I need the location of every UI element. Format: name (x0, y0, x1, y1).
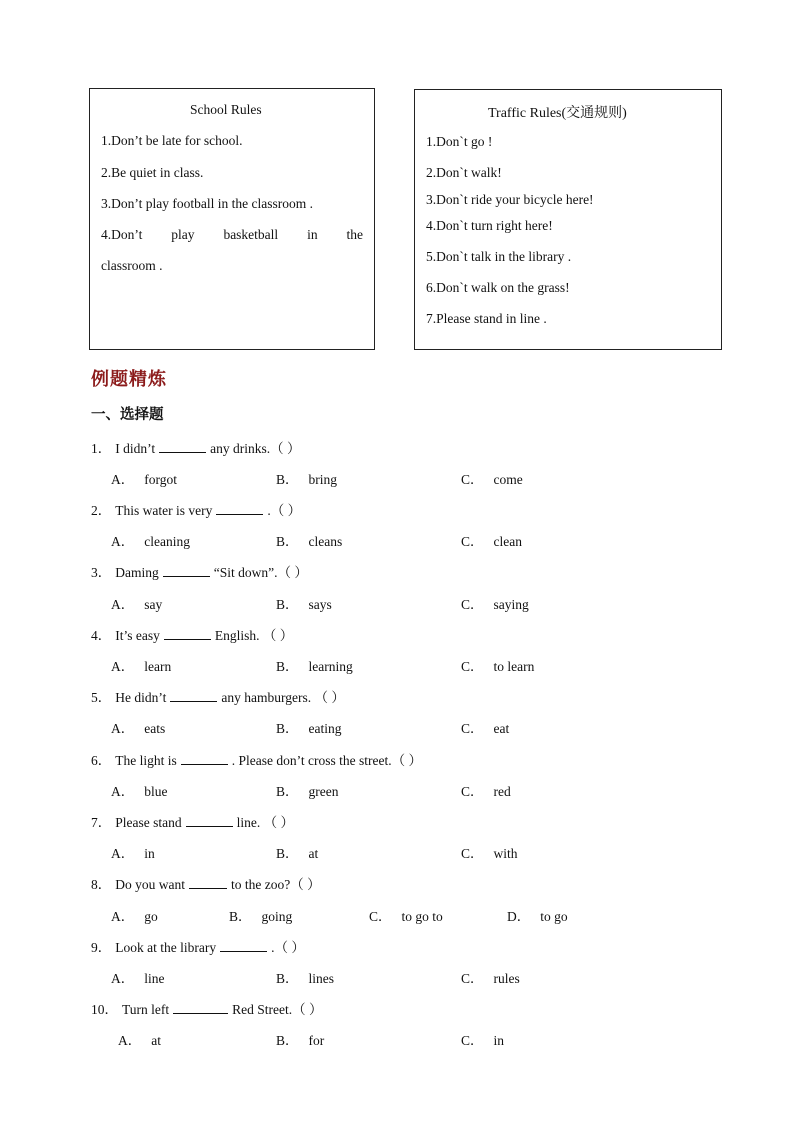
question-number: 8． (91, 877, 112, 892)
option-letter: A． (111, 659, 135, 674)
option-c[interactable] (461, 1029, 504, 1049)
option-letter: C． (461, 971, 484, 986)
option-text: to learn (493, 659, 535, 674)
question-8 (91, 873, 321, 893)
answer-blank[interactable] (164, 628, 211, 640)
option-b[interactable] (276, 468, 337, 488)
option-text: to go to (401, 909, 443, 924)
question-text-after: line. （ ） (236, 815, 294, 830)
question-text-before: Please stand (115, 815, 182, 830)
option-letter: C． (461, 784, 484, 799)
option-text: with (493, 846, 518, 861)
option-c[interactable] (461, 967, 520, 987)
sub-heading: 一、选择题 (91, 407, 164, 423)
traffic-rule-item: 2.Don`t walk! (426, 165, 502, 180)
question-6 (91, 749, 422, 769)
traffic-rule-item: 6.Don`t walk on the grass! (426, 280, 570, 295)
option-text: for (308, 1033, 325, 1048)
option-c[interactable] (369, 905, 443, 925)
traffic-rule-item: 3.Don`t ride your bicycle here! (426, 192, 594, 207)
option-letter: C． (461, 846, 484, 861)
option-text: eats (144, 721, 166, 736)
option-text: lines (308, 971, 335, 986)
question-text-after: any drinks.（ ） (210, 441, 301, 456)
option-b[interactable] (276, 780, 339, 800)
option-text: eating (308, 721, 342, 736)
option-a[interactable] (111, 780, 168, 800)
option-b[interactable] (276, 842, 318, 862)
option-a[interactable] (111, 655, 171, 675)
question-9 (91, 936, 305, 956)
option-b[interactable] (276, 655, 353, 675)
traffic-rule-item: 5.Don`t talk in the library . (426, 249, 572, 264)
option-text: eat (493, 721, 510, 736)
answer-blank[interactable] (159, 441, 206, 453)
option-letter: A． (111, 784, 135, 799)
option-letter: B． (276, 721, 299, 736)
option-a[interactable] (111, 842, 155, 862)
option-letter: B． (229, 909, 252, 924)
traffic-rule-item: 4.Don`t turn right here! (426, 218, 553, 233)
option-text: in (493, 1033, 505, 1048)
option-a[interactable] (111, 717, 165, 737)
option-text: cleans (308, 534, 343, 549)
option-text: in (144, 846, 155, 861)
option-letter: A． (111, 534, 135, 549)
option-letter: B． (276, 659, 299, 674)
option-text: say (144, 597, 163, 612)
option-a[interactable] (111, 905, 158, 925)
option-c[interactable] (461, 842, 518, 862)
question-1 (91, 437, 301, 457)
option-letter: C． (461, 472, 484, 487)
option-c[interactable] (461, 530, 522, 550)
option-a[interactable] (111, 530, 190, 550)
school-rule-item: 2.Be quiet in class. (101, 165, 204, 180)
question-number: 9． (91, 940, 112, 955)
question-10 (91, 998, 323, 1018)
option-a[interactable] (111, 967, 165, 987)
option-letter: A． (111, 971, 135, 986)
option-text: line (144, 971, 165, 986)
question-3 (91, 561, 308, 581)
question-7 (91, 811, 294, 831)
option-letter: C． (369, 909, 392, 924)
option-b[interactable] (229, 905, 292, 925)
question-text-before: I didn’t (115, 441, 156, 456)
option-b[interactable] (276, 967, 334, 987)
school-rules-box (89, 88, 375, 350)
traffic-rules-title: Traffic Rules(交通规则) (488, 106, 627, 121)
answer-blank[interactable] (216, 503, 263, 515)
option-c[interactable] (461, 593, 529, 613)
option-text: to go (540, 909, 568, 924)
question-5 (91, 686, 345, 706)
option-text: says (308, 597, 332, 612)
question-number: 1． (91, 441, 112, 456)
option-letter: A． (111, 721, 135, 736)
question-text-before: Turn left (122, 1002, 170, 1017)
answer-blank[interactable] (220, 940, 267, 952)
option-text: green (308, 784, 339, 799)
school-rules-title: School Rules (190, 102, 262, 117)
answer-blank[interactable] (186, 815, 233, 827)
option-letter: C． (461, 721, 484, 736)
option-a[interactable] (111, 468, 177, 488)
school-rule-item: 1.Don’t be late for school. (101, 133, 243, 148)
question-text-after: .（ ） (271, 940, 305, 955)
school-rule-item: classroom . (101, 258, 163, 273)
option-text: forgot (144, 472, 177, 487)
option-c[interactable] (461, 468, 523, 488)
question-number: 3． (91, 565, 112, 580)
question-text-after: Red Street.（ ） (232, 1002, 323, 1017)
question-number: 5． (91, 690, 112, 705)
option-text: go (144, 909, 158, 924)
question-text-before: Daming (115, 565, 159, 580)
question-number: 10． (91, 1002, 118, 1017)
question-text-after: any hamburgers. （ ） (221, 690, 345, 705)
school-rule-item: 3.Don’t play football in the classroom . (101, 196, 313, 211)
option-text: red (493, 784, 511, 799)
question-number: 4． (91, 628, 112, 643)
option-text: going (261, 909, 293, 924)
question-text-before: Look at the library (115, 940, 217, 955)
question-text-before: It’s easy (115, 628, 160, 643)
option-letter: C． (461, 597, 484, 612)
option-letter: B． (276, 597, 299, 612)
option-letter: C． (461, 659, 484, 674)
option-text: at (308, 846, 319, 861)
option-text: saying (493, 597, 529, 612)
option-letter: B． (276, 472, 299, 487)
section-heading: 例题精炼 (91, 369, 167, 390)
question-text-after: to the zoo?（ ） (231, 877, 321, 892)
option-a[interactable] (118, 1029, 161, 1049)
option-b[interactable] (276, 530, 342, 550)
option-letter: A． (111, 846, 135, 861)
option-letter: B． (276, 971, 299, 986)
option-letter: A． (111, 909, 135, 924)
option-c[interactable] (461, 655, 534, 675)
option-text: come (493, 472, 523, 487)
question-text-after: English. （ ） (214, 628, 294, 643)
question-text-before: The light is (115, 753, 177, 768)
option-letter: A． (111, 472, 135, 487)
option-b[interactable] (276, 1029, 324, 1049)
option-text: bring (308, 472, 338, 487)
answer-blank[interactable] (170, 690, 217, 702)
option-c[interactable] (461, 717, 509, 737)
option-text: learning (308, 659, 353, 674)
option-text: clean (493, 534, 522, 549)
question-2 (91, 499, 301, 519)
traffic-rule-item: 1.Don`t go ! (426, 134, 493, 149)
answer-blank[interactable] (163, 565, 210, 577)
question-4 (91, 624, 293, 644)
option-letter: D． (507, 909, 531, 924)
option-b[interactable] (276, 593, 332, 613)
question-text-after: “Sit down”.（ ） (213, 565, 308, 580)
option-letter: C． (461, 1033, 484, 1048)
option-text: rules (493, 971, 520, 986)
option-letter: B． (276, 846, 299, 861)
option-letter: B． (276, 534, 299, 549)
option-text: cleaning (144, 534, 190, 549)
option-text: at (151, 1033, 161, 1048)
school-rule-item: 4.Don’t play basketball in the (101, 227, 363, 242)
question-text-before: Do you want (115, 877, 185, 892)
question-text-after: .（ ） (267, 503, 302, 518)
question-number: 6． (91, 753, 112, 768)
question-text-after: . Please don’t cross the street.（ ） (231, 753, 422, 768)
option-d[interactable] (507, 905, 568, 925)
traffic-rule-item: 7.Please stand in line . (426, 311, 547, 326)
option-text: learn (144, 659, 172, 674)
option-c[interactable] (461, 780, 511, 800)
question-text-before: He didn’t (115, 690, 167, 705)
option-b[interactable] (276, 717, 342, 737)
traffic-rules-box (414, 89, 722, 350)
option-letter: B． (276, 1033, 299, 1048)
question-text-before: This water is very (115, 503, 213, 518)
option-letter: C． (461, 534, 484, 549)
question-number: 2． (91, 503, 112, 518)
question-number: 7． (91, 815, 112, 830)
answer-blank[interactable] (181, 753, 228, 765)
option-a[interactable] (111, 593, 162, 613)
option-letter: B． (276, 784, 299, 799)
answer-blank[interactable] (189, 877, 227, 889)
answer-blank[interactable] (173, 1002, 228, 1014)
option-letter: A． (118, 1033, 142, 1048)
option-letter: A． (111, 597, 135, 612)
option-text: blue (144, 784, 168, 799)
